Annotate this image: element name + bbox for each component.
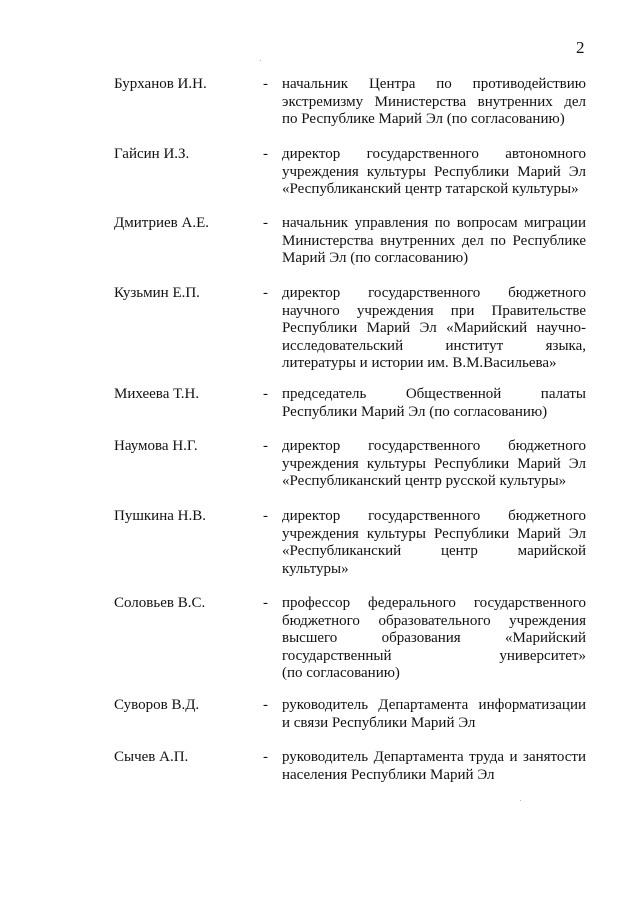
- member-name: Гайсин И.З.: [114, 146, 190, 162]
- position-line: «Республиканский центр марийской: [282, 543, 586, 559]
- scan-speck: [520, 800, 521, 801]
- position-line: по Республике Марий Эл (по согласованию): [282, 111, 565, 127]
- member-dash: -: [263, 285, 268, 301]
- member-dash: -: [263, 215, 268, 231]
- position-line: руководитель Департамента информатизации: [282, 697, 586, 713]
- member-position: [282, 438, 586, 491]
- member-dash: -: [263, 697, 268, 713]
- position-line: Марий Эл (по согласованию): [282, 250, 469, 266]
- position-line: Министерства внутренних дел по Республике: [282, 232, 586, 249]
- position-line: научного учреждения при Правительстве: [282, 302, 586, 319]
- position-line: и связи Республики Марий Эл: [282, 714, 476, 731]
- member-position: [282, 285, 586, 373]
- position-line: (по согласованию): [282, 665, 400, 681]
- position-line: директор государственного бюджетного: [282, 508, 586, 524]
- member-name: Суворов В.Д.: [114, 697, 200, 713]
- position-line: профессор федерального государственного: [282, 595, 586, 611]
- position-line: директор государственного бюджетного: [282, 285, 586, 301]
- member-position: [282, 749, 586, 784]
- member-dash: -: [263, 749, 268, 765]
- member-position: [282, 76, 586, 129]
- member-position: [282, 595, 586, 683]
- member-name: Михеева Т.Н.: [114, 386, 200, 402]
- member-dash: -: [263, 76, 268, 92]
- member-dash: -: [263, 146, 268, 162]
- position-line: учреждения культуры Республики Марий Эл: [282, 525, 586, 542]
- member-position: [282, 386, 586, 421]
- position-line: председатель Общественной палаты: [282, 386, 586, 402]
- position-line: культуры»: [282, 560, 349, 577]
- member-name: Пушкина Н.В.: [114, 508, 206, 524]
- position-line: директор государственного автономного: [282, 146, 586, 162]
- position-line: учреждения культуры Республики Марий Эл: [282, 163, 586, 180]
- member-dash: -: [263, 595, 268, 611]
- position-line: Республики Марий Эл «Марийский научно-: [282, 320, 586, 336]
- page-number: 2: [576, 38, 585, 57]
- position-line: учреждения культуры Республики Марий Эл: [282, 455, 586, 472]
- member-name: Дмитриев А.Е.: [114, 215, 210, 231]
- position-line: бюджетного образовательного учреждения: [282, 612, 586, 629]
- position-line: руководитель Департамента труда и занятости: [282, 749, 586, 765]
- position-line: государственный университет»: [282, 647, 586, 664]
- member-name: Кузьмин Е.П.: [114, 285, 200, 301]
- position-line: директор государственного бюджетного: [282, 438, 586, 454]
- position-line: литературы и истории им. В.М.Васильева»: [282, 355, 557, 371]
- position-line: «Республиканский центр татарской культуры»: [282, 181, 579, 197]
- position-line: начальник Центра по противодействию: [282, 76, 586, 92]
- member-position: [282, 146, 586, 199]
- member-name: Сычев А.П.: [114, 749, 189, 765]
- member-dash: -: [263, 508, 268, 524]
- position-line: населения Республики Марий Эл: [282, 766, 495, 783]
- member-position: [282, 215, 586, 268]
- position-line: экстремизму Министерства внутренних дел: [282, 93, 586, 110]
- member-position: [282, 508, 586, 578]
- member-position: [282, 697, 586, 732]
- member-name: Наумова Н.Г.: [114, 438, 198, 454]
- member-dash: -: [263, 438, 268, 454]
- member-name: Бурханов И.Н.: [114, 76, 207, 92]
- position-line: Республики Марий Эл (по согласованию): [282, 403, 548, 420]
- scan-speck: [260, 60, 261, 61]
- position-line: начальник управления по вопросам миграции: [282, 215, 586, 231]
- position-line: «Республиканский центр русской культуры»: [282, 473, 567, 489]
- position-line: исследовательский институт языка,: [282, 337, 586, 354]
- member-dash: -: [263, 386, 268, 402]
- member-name: Соловьев В.С.: [114, 595, 206, 611]
- position-line: высшего образования «Марийский: [282, 630, 586, 646]
